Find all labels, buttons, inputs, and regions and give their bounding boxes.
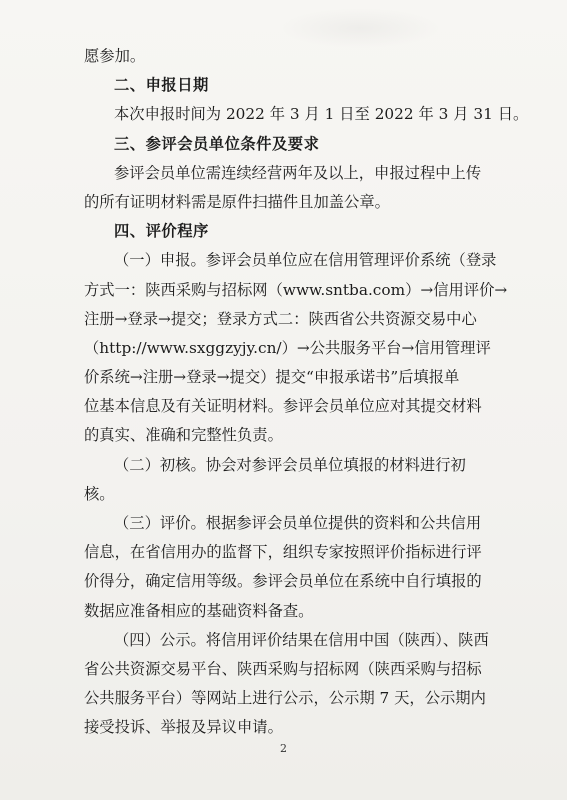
- text-line: （三）评价。根据参评会员单位提供的资料和公共信用: [114, 514, 482, 532]
- text-line: 的所有证明材料需是原件扫描件且加盖公章。: [84, 192, 390, 211]
- text-line: 位基本信息及有关证明材料。参评会员单位应对其提交材料: [84, 397, 482, 416]
- text-line: （四）公示。将信用评价结果在信用中国（陕西）、陕西: [114, 630, 489, 649]
- text-line: 方式一：陕西采购与招标网（www.sntba.com）→信用评价→: [84, 280, 508, 299]
- text-line: 核。: [84, 484, 115, 503]
- text-line: 数据应准备相应的基础资料备查。: [84, 601, 314, 620]
- section-heading-procedure: 四、评价程序: [114, 222, 209, 241]
- text-line: 价得分，确定信用等级。参评会员单位在系统中自行填报的: [84, 572, 482, 591]
- section-heading-conditions: 三、参评会员单位条件及要求: [114, 134, 320, 153]
- text-line: 信息，在省信用办的监督下，组织专家按照评价指标进行评: [84, 543, 482, 562]
- document-body: [84, 42, 529, 743]
- page-number: 2: [280, 742, 287, 755]
- text-line: 公共服务平台）等网站上进行公示，公示期 7 天，公示期内: [84, 689, 486, 708]
- section-heading-date: 二、申报日期: [114, 76, 209, 95]
- text-line: （http://www.sxggzyjy.cn/）→公共服务平台→信用管理评: [84, 338, 491, 357]
- text-line: 愿参加。: [84, 47, 146, 65]
- text-line: （一）申报。参评会员单位应在信用管理评价系统（登录: [114, 251, 497, 270]
- text-line: 接受投诉、举报及异议申请。: [84, 718, 283, 737]
- text-line: （二）初核。协会对参评会员单位填报的材料进行初: [114, 455, 466, 474]
- text-line: 本次申报时间为 2022 年 3 月 1 日至 2022 年 3 月 31 日。: [114, 105, 529, 124]
- text-line: 注册→登录→提交；登录方式二：陕西省公共资源交易中心: [84, 309, 477, 328]
- text-line: 参评会员单位需连续经营两年及以上，申报过程中上传: [114, 163, 482, 182]
- text-line: 省公共资源交易平台、陕西采购与招标网（陕西采购与招标: [84, 659, 482, 678]
- text-line: 的真实、准确和完整性负责。: [84, 426, 283, 445]
- text-line: 价系统→注册→登录→提交）提交“申报承诺书”后填报单: [84, 368, 460, 387]
